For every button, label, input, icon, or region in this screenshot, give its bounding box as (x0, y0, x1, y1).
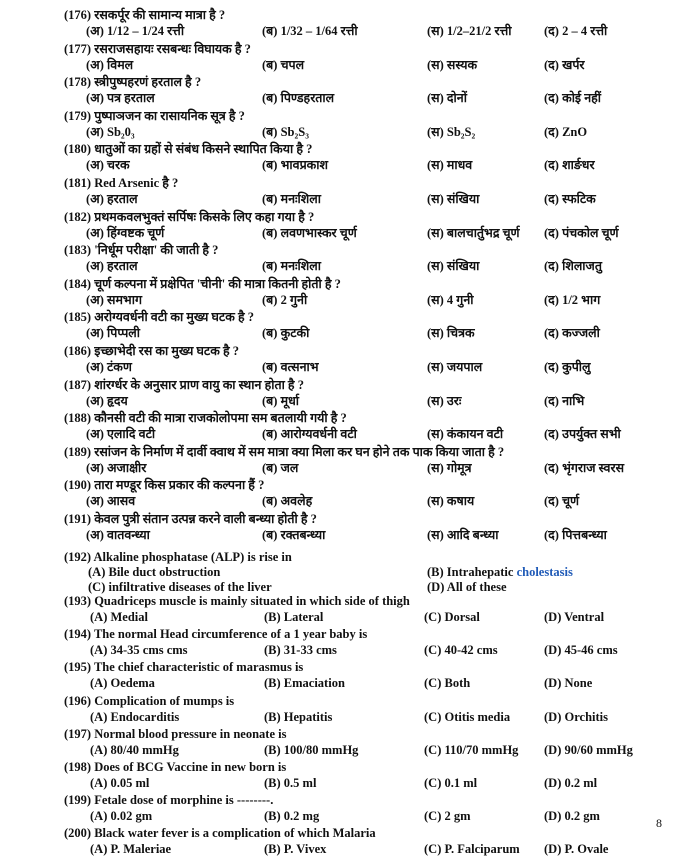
option-a: (अ) आसव (86, 494, 136, 509)
option-a: (अ) अजाक्षीर (86, 460, 147, 475)
option-b: (ब) कुटकी (262, 326, 310, 341)
option-b: (B) 0.5 ml (264, 776, 317, 790)
option-b: (ब) जल (262, 460, 299, 475)
option-a: (अ) हरताल (86, 192, 138, 206)
question-178: (178) स्त्रीपुष्पहरणं हरताल है ? (64, 75, 202, 90)
option-d: (द) नाभि (544, 393, 585, 408)
option-c: (स) बालचार्तुभद्र चूर्ण (427, 225, 520, 240)
option-d: (D) 0.2 ml (544, 776, 598, 790)
option-c: (स) दोनों (427, 91, 467, 106)
question-183: (183) 'निर्धूम परीक्षा' की जाती है ? (64, 243, 219, 258)
option-c: (C) 0.1 ml (424, 776, 478, 790)
question-185: (185) अरोग्यवर्धनी वटी का मुख्य घटक है ? (64, 310, 254, 325)
option-c: (C) Otitis media (424, 709, 511, 724)
option-d: (द) 1/2 भाग (544, 292, 601, 307)
option-b: (ब) रक्तबन्ध्या (262, 528, 326, 542)
question-186: (186) इच्छाभेदी रस का मुख्य घटक है ? (64, 344, 239, 358)
option-c: (स) संखिया (427, 192, 480, 206)
option-a: (अ) पत्र हरताल (86, 91, 155, 106)
question-181: (181) Red Arsenic है ? (64, 176, 179, 190)
option-b: (B) Emaciation (264, 676, 345, 691)
option-d: (द) 2 – 4 रत्ती (544, 24, 608, 38)
question-180: (180) धातुओं का ग्रहों से संबंध किसने स्थापित किया है ? (64, 142, 313, 157)
question-196: (196) Complication of mumps is (64, 693, 235, 708)
question-187: (187) शांरर्ग्धर के अनुसार प्राण वायु का स्थान होता है ? (64, 377, 304, 392)
option-c: (स) कंकायन वटी (427, 427, 504, 442)
option-a: (अ) 1/12 – 1/24 रत्ती (86, 24, 185, 38)
question-182: (182) प्रथमकवलभुक्तं सर्पिषः किसके लिए कहा गया है ? (64, 209, 315, 224)
option-b: (ब) अवलेह (262, 494, 313, 509)
option-b-text: (B) Intrahepatic (427, 565, 517, 579)
option-b: (ब) मनःशिला (262, 259, 321, 274)
option-a: (A) Medial (90, 610, 148, 624)
option-d: (द) शार्ङधर (544, 158, 595, 173)
option-c: (स) 1/2–21/2 रत्ती (427, 24, 512, 38)
question-189: (189) रसांजन के निर्माण में दार्वी क्वाथ में सम मात्रा क्या मिला कर घन होने तक पाक किया जाता है ? (64, 444, 505, 459)
option-a: (अ) वातवन्ध्या (86, 528, 150, 542)
option-b: (ब) भावप्रकाश (262, 158, 329, 173)
option-b: (ब) मनःशिला (262, 192, 321, 206)
option-d: (D) None (544, 676, 593, 691)
question-176: (176) रसकर्पूर की सामान्य मात्रा है ? (64, 8, 226, 22)
option-c: (C) infiltrative diseases of the liver (88, 580, 272, 594)
option-c: (C) Dorsal (424, 610, 480, 624)
option-c: (C) 2 gm (424, 809, 471, 824)
question-190: (190) तारा मण्डूर किस प्रकार की कल्पना हैं ? (64, 478, 265, 493)
option-d: (द) खर्पर (544, 57, 585, 72)
option-c: (स) जयपाल (427, 360, 483, 374)
option-a: (अ) एलादि वटी (86, 427, 156, 442)
option-d: (द) पित्तबन्ध्या (544, 528, 607, 542)
option-d: (D) 0.2 gm (544, 809, 600, 824)
option-d: (द) पंचकोल चूर्ण (544, 225, 619, 240)
highlighted-word: cholestasis (516, 565, 573, 579)
option-a: (अ) हिंग्वष्टक चूर्ण (86, 225, 165, 240)
option-a: (A) 80/40 mmHg (90, 742, 179, 757)
option-c: (स) माधव (427, 158, 473, 173)
option-c: (C) Both (424, 676, 471, 691)
option-c: (स) कषाय (427, 494, 475, 509)
option-a: (अ) हरताल (86, 259, 138, 274)
option-b: (ब) वत्सनाभ (262, 360, 319, 374)
option-d: (D) Ventral (544, 610, 605, 624)
question-194: (194) The normal Head circumference of a 1 year baby is (64, 627, 368, 642)
option-d: (D) All of these (427, 580, 507, 594)
option-d: (द) स्फटिक (544, 192, 596, 206)
option-a: (अ) चरक (86, 158, 130, 173)
option-d: (D) Orchitis (544, 709, 608, 724)
option-d: (द) भृंगराज स्वरस (544, 460, 625, 475)
option-a: (A) 34-35 cms cms (90, 643, 188, 658)
option-b: (ब) 1/32 – 1/64 रत्ती (262, 24, 358, 38)
option-d: (द) कोई नहीं (544, 91, 602, 106)
question-193: (193) Quadriceps muscle is mainly situated in which side of thigh (64, 594, 410, 608)
option-a: (अ) Sb₂0₃ (86, 124, 135, 139)
option-b: (B) Lateral (264, 610, 324, 624)
question-177: (177) रसराजसहायः रसबन्धः विघायक है ? (64, 41, 251, 56)
option-d: (द) चूर्ण (544, 494, 580, 509)
option-b: (B) P. Vivex (264, 842, 327, 857)
question-192: (192) Alkaline phosphatase (ALP) is rise in (64, 550, 292, 564)
question-191: (191) केवल पुत्री संतान उत्पन्न करने वाली बन्ध्या होती है ? (64, 512, 317, 526)
option-c: (स) Sb₂S₂ (427, 124, 476, 139)
option-d: (D) 90/60 mmHg (544, 742, 633, 757)
question-188: (188) कौनसी वटी की मात्रा राजकोलोपमा सम बतलायी गयी है ? (64, 411, 347, 426)
option-b: (B) 31-33 cms (264, 643, 337, 658)
option-d: (द) कुपीलु (544, 360, 591, 374)
option-b: (ब) पिण्डहरताल (262, 91, 335, 106)
option-b: (B) 0.2 mg (264, 809, 320, 824)
option-a: (A) 0.02 gm (90, 809, 153, 824)
option-b: (B) Hepatitis (264, 709, 333, 724)
question-199: (199) Fetale dose of morphine is --------. (64, 793, 274, 808)
option-b: (ब) 2 गुनी (262, 292, 308, 307)
option-a: (अ) टंकण (86, 360, 132, 374)
question-184: (184) चूर्ण कल्पना में प्रक्षेपित 'चीनी' की मात्रा कितनी होती है ? (64, 276, 341, 291)
option-a: (A) Bile duct obstruction (88, 565, 221, 579)
option-b: (ब) मूर्धा (262, 393, 299, 408)
option-a: (A) 0.05 ml (90, 776, 150, 790)
option-b: (ब) आरोग्यवर्धनी वटी (262, 427, 357, 442)
question-179: (179) पुष्पाञजन का रासायनिक सूत्र है ? (64, 108, 245, 123)
option-a: (अ) हृदय (86, 393, 128, 408)
page-number: 8 (656, 816, 662, 830)
option-b: (ब) चपल (262, 57, 305, 72)
option-d: (द) शिलाजतु (544, 259, 602, 274)
option-c: (C) 40-42 cms (424, 643, 498, 658)
option-c: (C) 110/70 mmHg (424, 742, 519, 757)
option-c: (स) आदि बन्ध्या (427, 528, 499, 542)
option-c: (स) चित्रक (427, 326, 475, 341)
option-c: (स) सस्यक (427, 57, 478, 72)
option-c: (स) उरः (427, 393, 462, 408)
option-d: (द) ZnO (544, 124, 588, 139)
option-d: (D) P. Ovale (544, 842, 609, 857)
option-b: (B) 100/80 mmHg (264, 742, 359, 757)
option-d: (द) कज्जली (544, 326, 600, 341)
question-200: (200) Black water fever is a complication of which Malaria (64, 826, 376, 841)
option-a: (A) Oedema (90, 676, 155, 691)
option-a: (A) Endocarditis (90, 709, 180, 724)
option-c: (C) P. Falciparum (424, 842, 520, 857)
option-b: (ब) लवणभास्कर चूर्ण (262, 225, 357, 240)
option-a: (अ) विमल (86, 57, 134, 72)
question-195: (195) The chief characteristic of marasmus is (64, 660, 304, 675)
option-b (427, 565, 573, 579)
option-a: (अ) समभाग (86, 292, 142, 307)
option-c: (स) संखिया (427, 259, 480, 274)
option-a: (A) P. Maleriae (90, 842, 172, 857)
option-a: (अ) पिप्पली (86, 326, 141, 341)
option-c: (स) गोमूत्र (427, 460, 472, 475)
option-b: (ब) Sb₂S₃ (262, 124, 309, 139)
option-d: (D) 45-46 cms (544, 643, 618, 658)
option-d: (द) उपर्युक्त सभी (544, 427, 621, 442)
option-c: (स) 4 गुनी (427, 292, 474, 307)
question-197: (197) Normal blood pressure in neonate is (64, 726, 287, 741)
question-198: (198) Does of BCG Vaccine in new born is (64, 760, 287, 774)
